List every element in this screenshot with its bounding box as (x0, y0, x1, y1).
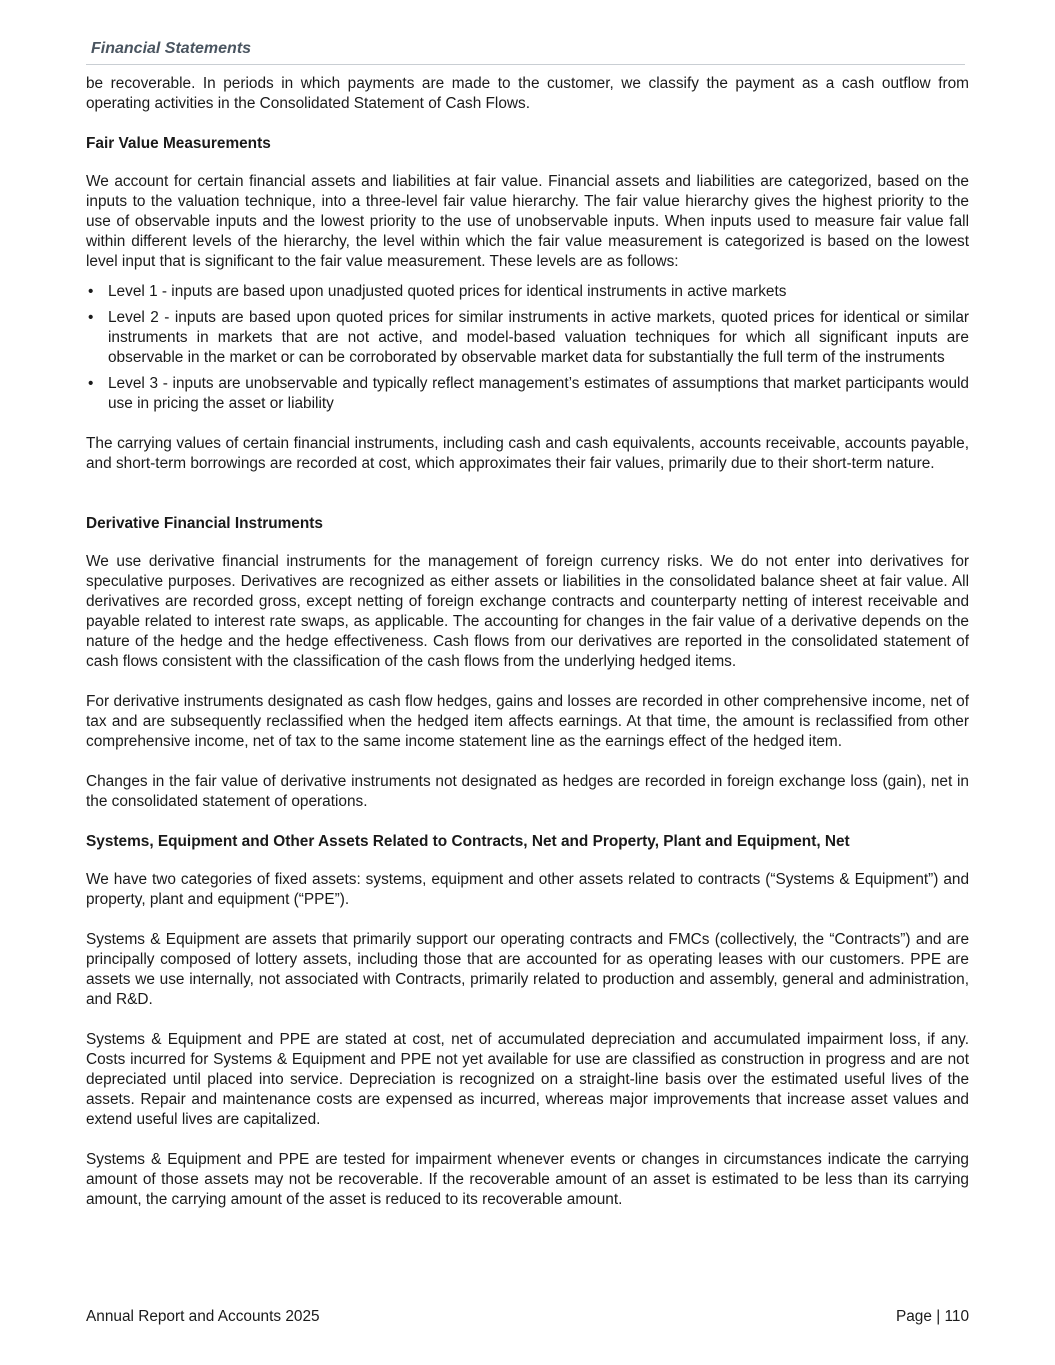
fair-value-levels-list (86, 282, 969, 414)
footer-page-number: Page | 110 (895, 1308, 969, 1325)
derivatives-heading: Derivative Financial Instruments (86, 515, 323, 532)
derivatives-paragraph-1: We use derivative financial instruments for the management of foreign currency risks. We do not enter into derivatives for speculative purposes. Derivatives are recognized as either assets or liabilities in the consolidated balance sheet at fair value. All derivatives are recorded gross, except netting of foreign exchange contracts and counterparty netting of interest receivable and payable related to interest rate swaps, as applicable. The accounting for changes in the fair value of a derivative depends on the nature of the hedge and the hedge effectiveness. Cash flows from our derivatives are reported in the consolidated statement of cash flows consistent with the classification of the cash flows from the underlying hedged items. (86, 553, 969, 670)
systems-heading: Systems, Equipment and Other Assets Related to Contracts, Net and Property, Plant and Equipment, Net (86, 833, 850, 850)
systems-paragraph-2: Systems & Equipment are assets that primarily support our operating contracts and FMCs (collectively, the “Contracts”) and are principally composed of lottery assets, including those that are accounted for as operating leases with our customers. PPE are assets we use internally, not associated with Contracts, primarily related to production and assembly, general and administration, and R&D. (86, 931, 969, 1008)
level-3-item: • Level 3 - inputs are unobservable and typically reflect management’s estimates of assumptions that market participants would use in pricing the asset or liability (86, 374, 969, 414)
page-header (86, 40, 965, 65)
systems-paragraph-3: Systems & Equipment and PPE are stated at cost, net of accumulated depreciation and accumulated impairment loss, if any. Costs incurred for Systems & Equipment and PPE not yet available for use are classified as construction in progress and are not depreciated until placed into service. Depreciation is recognized on a straight-line basis over the estimated useful lives of the assets. Repair and maintenance costs are expensed as incurred, whereas major improvements that increase asset values and extend useful lives are capitalized. (86, 1031, 969, 1128)
systems-paragraph-4: Systems & Equipment and PPE are tested for impairment whenever events or changes in circumstances indicate the carrying amount of those assets may not be recoverable. If the recoverable amount of an asset is estimated to be less than its carrying amount, the carrying amount of the asset is reduced to its recoverable amount. (86, 1151, 969, 1208)
level-1-item: • Level 1 - inputs are based upon unadjusted quoted prices for identical instruments in active markets (86, 282, 969, 302)
footer-report-title: Annual Report and Accounts 2025 (86, 1308, 320, 1325)
intro-paragraph: be recoverable. In periods in which payments are made to the customer, we classify the payment as a cash outflow from operating activities in the Consolidated Statement of Cash Flows. (86, 75, 969, 112)
fair-value-heading: Fair Value Measurements (86, 135, 271, 152)
fair-value-paragraph-1: We account for certain financial assets and liabilities at fair value. Financial assets and liabilities are categorized, based on the inputs to the valuation technique, into a three-level fair value hierarchy. The fair value hierarchy gives the highest priority to the use of observable inputs and the lowest priority to the use of unobservable inputs. When inputs used to measure fair value fall within different levels of the hierarchy, the level within which the fair value measurement is categorized is based on the lowest level input that is significant to the fair value measurement. These levels are as follows: (86, 173, 969, 270)
fair-value-paragraph-2: The carrying values of certain financial instruments, including cash and cash equivalents, accounts receivable, accounts payable, and short-term borrowings are recorded at cost, which approximates their fair values, primarily due to their short-term nature. (86, 435, 969, 472)
page-content (86, 74, 969, 1210)
section-title: Financial Statements (91, 40, 252, 57)
level-2-item: • Level 2 - inputs are based upon quoted prices for similar instruments in active markets, quoted prices for identical or similar instruments in markets that are not active, and model-based valuation techniques for which all significant inputs are observable in the market or can be corroborated by observable market data for substantially the full term of the instruments (86, 308, 969, 368)
derivatives-paragraph-2: For derivative instruments designated as cash flow hedges, gains and losses are recorded in other comprehensive income, net of tax and are subsequently reclassified when the hedged item affects earnings. At that time, the amount is reclassified from other comprehensive income, net of tax to the same income statement line as the earnings effect of the hedged item. (86, 693, 969, 750)
derivatives-paragraph-3: Changes in the fair value of derivative instruments not designated as hedges are recorded in foreign exchange loss (gain), net in the consolidated statement of operations. (86, 773, 969, 810)
systems-paragraph-1: We have two categories of fixed assets: systems, equipment and other assets related to contracts (“Systems & Equipment”) and property, plant and equipment (“PPE”). (86, 871, 969, 908)
